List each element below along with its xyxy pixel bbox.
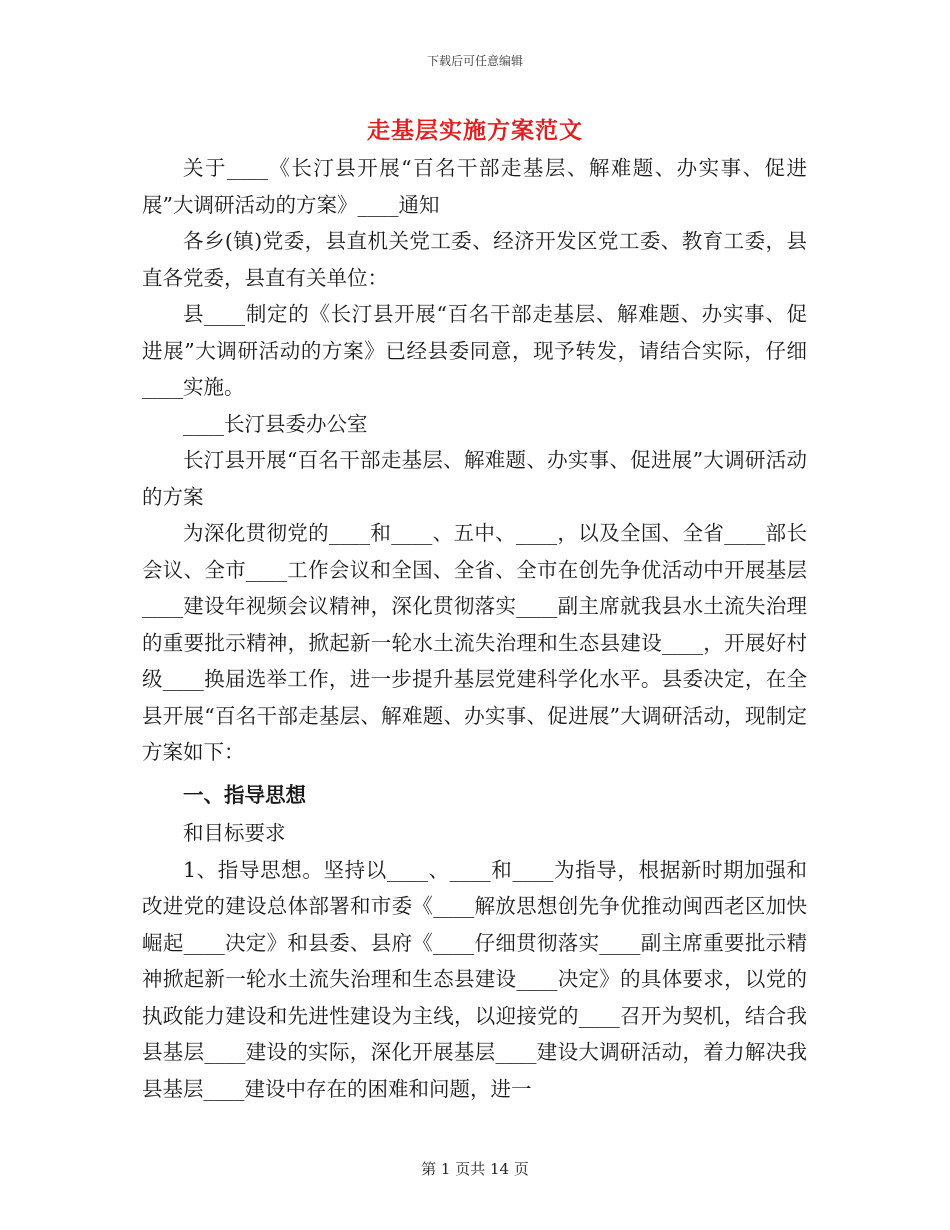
paragraph-goals: 和目标要求 — [183, 821, 286, 845]
paragraph-notice-title: 关于____《长汀县开展“百名干部走基层、解难题、办实事、促进展”大调研活动的方案》____通知 — [142, 156, 807, 217]
document-body — [142, 150, 807, 1107]
paragraph-intro: 为深化贯彻党的____和____、五中、____，以及全国、全省____部长会议、全市____工作会议和全国、全省、全市在创先争优活动中开展基层____建设年视频会议精神，深化贯彻落实____副主席就我县水土流失治理的重要批示精神，掀起新一轮水土流失治理和生态县建设____，开展好村级____换届选举工作，进一步提升基层党建科学化水平。县委决定，在全县开展“百名干部走基层、解难题、办实事、促进展”大调研活动，现制定方案如下： — [142, 521, 807, 764]
paragraph-plan-title: 长汀县开展“百名干部走基层、解难题、办实事、促进展”大调研活动的方案 — [142, 448, 807, 509]
paragraph-issuer: ____长汀县委办公室 — [183, 411, 368, 436]
paragraph-guiding-ideology: 1、指导思想。坚持以____、____和____为指导，根据新时期加强和改进党的建设总体部署和市委《____解放思想创先争优推动闽西老区加快崛起____决定》和县委、县府《____仔细贯彻落实____副主席重要批示精神掀起新一轮水土流失治理和生态县建设____决定》的具体要求，以党的执政能力建设和先进性建设为主线，以迎接党的____召开为契机，结合我县基层____建设的实际，深化开展基层____建设大调研活动，着力解决我县基层____建设中存在的困难和问题，进一 — [142, 857, 807, 1101]
paragraph-recipients: 各乡(镇)党委，县直机关党工委、经济开发区党工委、教育工委，县直各党委，县直有关单位： — [142, 229, 807, 290]
paragraph-forwarding: 县____制定的《长汀县开展“百名干部走基层、解难题、办实事、促进展”大调研活动的方案》已经县委同意，现予转发，请结合实际，仔细____实施。 — [142, 302, 807, 399]
page-number-footer: 第 1 页共 14 页 — [421, 1160, 529, 1178]
page-header-note: 下载后可任意编辑 — [426, 54, 523, 68]
section-heading-guiding-ideology: 一、指导思想 — [183, 782, 306, 807]
document-title: 走基层实施方案范文 — [367, 117, 583, 144]
